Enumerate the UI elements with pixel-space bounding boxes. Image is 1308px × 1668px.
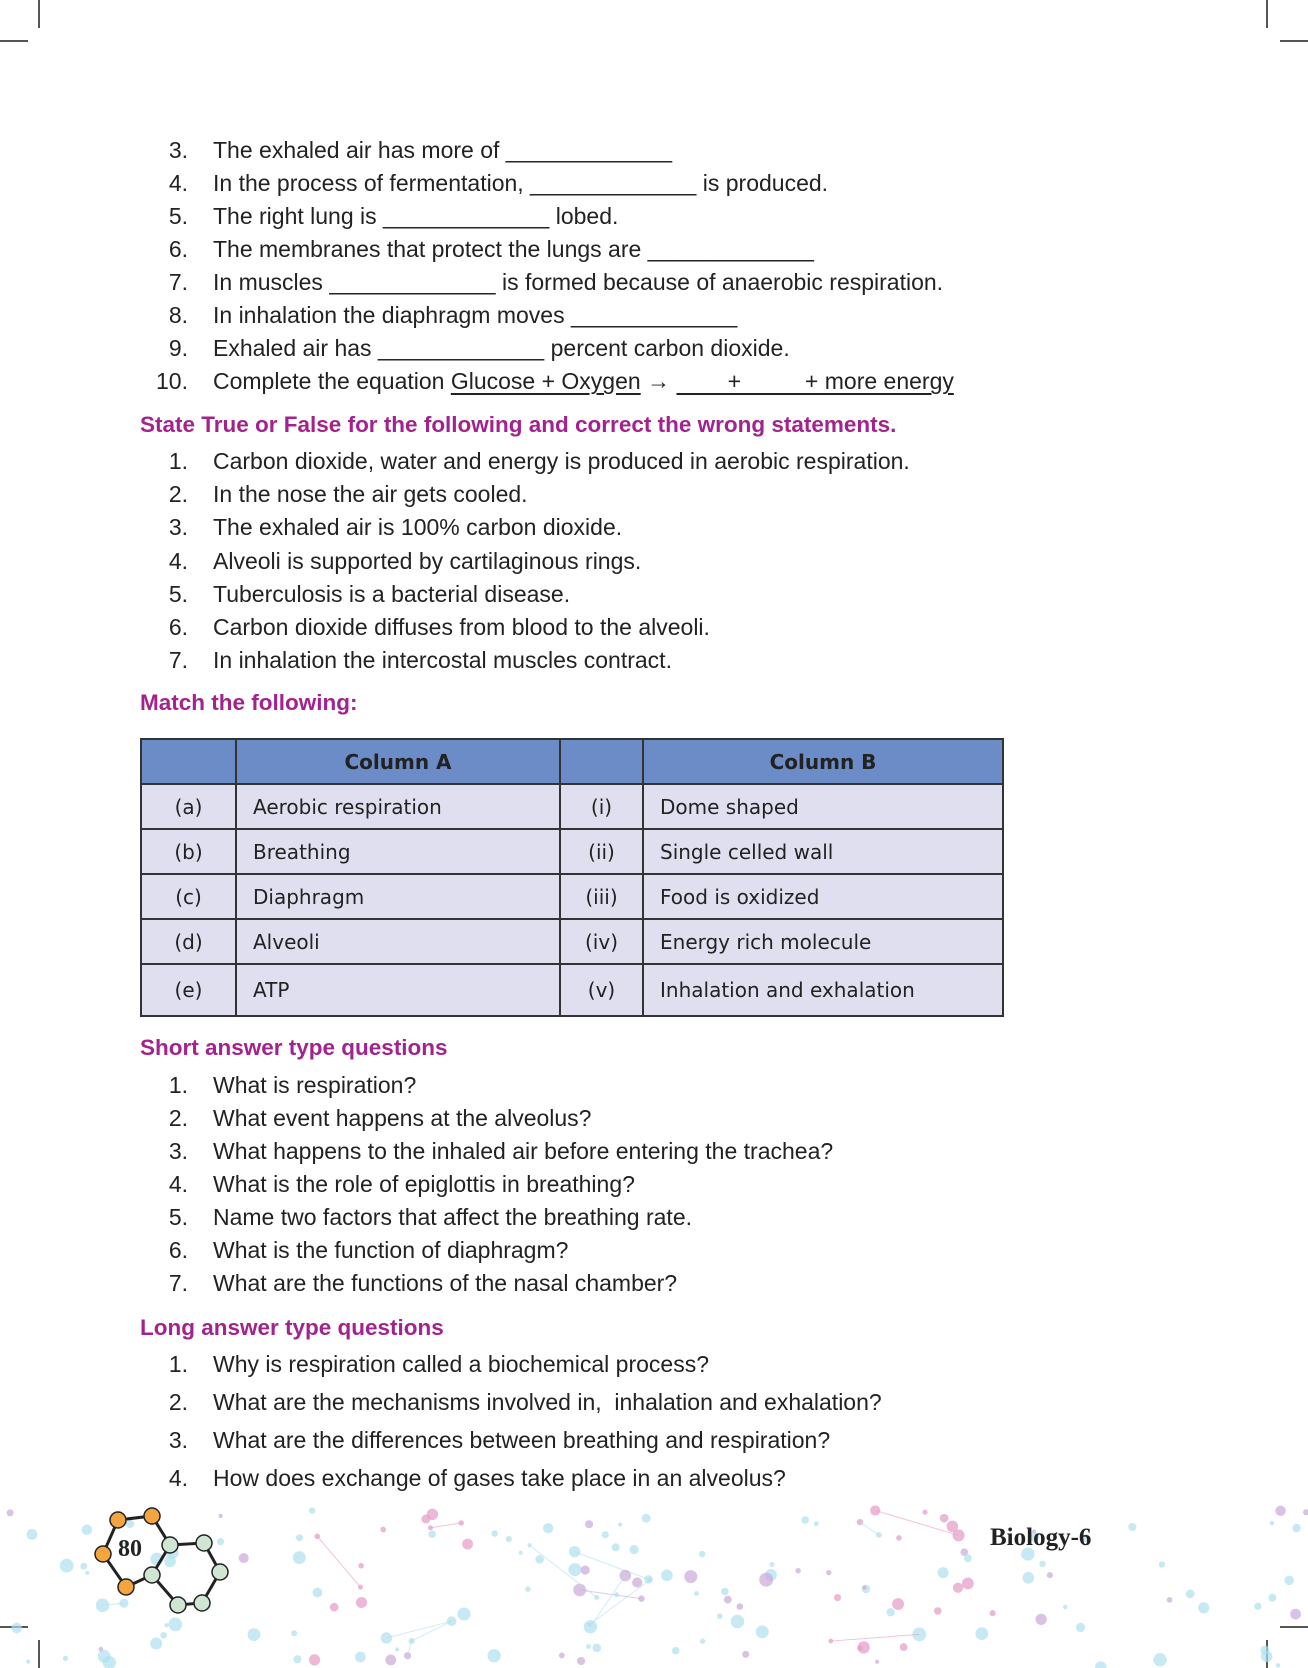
molecule-atom <box>592 1643 601 1652</box>
molecule-atom <box>1275 1506 1285 1516</box>
list-item <box>150 1102 833 1135</box>
molecule-atom <box>586 1644 591 1649</box>
list-item <box>150 478 910 511</box>
molecule-atom <box>900 1643 908 1651</box>
molecule-atom <box>7 1509 14 1516</box>
molecule-atom <box>632 1577 642 1587</box>
item-number: 2. <box>168 1105 188 1131</box>
cell-b-key: (iii) <box>560 874 643 919</box>
list-item <box>150 1069 833 1102</box>
molecule-atom <box>462 1539 473 1550</box>
molecule-atom <box>672 1647 680 1655</box>
molecule-atom <box>700 1639 705 1644</box>
molecule-atom <box>828 1639 833 1644</box>
molecule-atom <box>26 1529 37 1540</box>
molecule-atom <box>309 1654 320 1665</box>
molecule-atom <box>1276 1663 1281 1668</box>
list-item <box>150 1383 882 1421</box>
molecule-atom <box>11 1623 22 1634</box>
long-answer-heading: Long answer type questions <box>140 1315 444 1340</box>
item-number: 10. <box>156 368 188 394</box>
molecule-atom <box>355 1652 366 1663</box>
item-number: 6. <box>168 614 188 641</box>
column-a-header: Column A <box>236 739 560 784</box>
list-item <box>150 233 954 266</box>
molecule-atom <box>648 1578 652 1582</box>
molecule-atom <box>358 1563 364 1569</box>
item-number: 5. <box>168 1204 188 1230</box>
molecule-atom <box>160 1632 167 1639</box>
item-text: What is respiration? <box>213 1072 417 1098</box>
crop-mark <box>0 40 28 42</box>
list-item <box>150 578 910 611</box>
cell-b: Energy rich molecule <box>643 919 1003 964</box>
molecule-atom <box>99 1647 104 1652</box>
molecule-atom <box>661 1570 673 1582</box>
molecule-atom <box>385 1655 396 1666</box>
item-number: 2. <box>168 481 188 508</box>
molecule-atom <box>527 1543 531 1547</box>
list-item <box>150 445 910 478</box>
item-text: How does exchange of gases take place in an alveolus? <box>213 1464 786 1491</box>
crop-mark <box>38 0 40 28</box>
molecule-atom <box>630 1545 639 1554</box>
molecule-atom <box>857 1519 863 1525</box>
molecule-atom <box>1186 1590 1195 1599</box>
molecule-atom <box>293 1551 306 1564</box>
item-text: What are the functions of the nasal chamber? <box>213 1270 678 1296</box>
list-item <box>150 611 910 644</box>
molecule-atom <box>721 1588 729 1596</box>
list-item <box>150 545 910 578</box>
item-number: 6. <box>168 236 188 262</box>
molecule-atom <box>1198 1602 1209 1613</box>
molecule-atom <box>381 1632 392 1643</box>
item-number: 7. <box>168 1270 188 1296</box>
molecule-atom <box>990 1610 996 1616</box>
cell-a-key: (d) <box>141 919 236 964</box>
item-text: What is the role of epiglottis in breathing? <box>213 1171 635 1197</box>
item-text: Alveoli is supported by cartilaginous rings. <box>213 547 642 574</box>
molecule-atom <box>395 1647 399 1651</box>
molecule-atom <box>875 1660 879 1664</box>
molecule-atom <box>1167 1597 1173 1603</box>
molecule-atom <box>428 1525 433 1530</box>
item-number: 3. <box>168 137 188 163</box>
fill-in-blanks-list <box>150 134 954 398</box>
molecule-atom <box>795 1568 800 1573</box>
hexagon-molecule-icon <box>90 1505 240 1625</box>
cell-a-key: (e) <box>141 964 236 1016</box>
molecule-atom <box>309 1507 315 1513</box>
crop-mark <box>1266 0 1268 28</box>
cell-a: Alveoli <box>236 919 560 964</box>
molecule-atom <box>358 1585 363 1590</box>
item-text: What are the mechanisms involved in, inhalation and exhalation? <box>213 1388 882 1415</box>
molecule-atom <box>506 1536 512 1542</box>
molecule-atom <box>568 1563 581 1576</box>
molecule-atom <box>519 1551 523 1555</box>
molecule-atom <box>862 1586 866 1590</box>
molecule-atom <box>26 1659 30 1663</box>
item-number: 4. <box>168 547 188 574</box>
molecule-atom <box>239 1553 249 1563</box>
molecule-atom <box>940 1514 949 1523</box>
item-number: 3. <box>168 1138 188 1164</box>
molecule-atom <box>1268 1594 1276 1602</box>
molecule-atom <box>313 1588 323 1598</box>
molecule-atom <box>585 1520 593 1528</box>
molecule-atom <box>543 1523 553 1533</box>
molecule-atom <box>573 1584 586 1597</box>
list-item <box>150 167 954 200</box>
item-text: Name two factors that affect the breathing rate. <box>213 1204 693 1230</box>
table-row <box>141 919 1003 964</box>
header-blank <box>141 739 236 784</box>
list-item <box>150 1267 833 1300</box>
header-blank <box>560 739 643 784</box>
molecule-atom <box>296 1534 303 1541</box>
item-number: 7. <box>168 269 188 295</box>
true-false-list <box>150 445 910 677</box>
molecule-atom <box>569 1546 580 1557</box>
molecule-atom <box>876 1532 882 1538</box>
list-item <box>150 1135 833 1168</box>
molecule-atom <box>759 1573 773 1587</box>
item-number: 4. <box>168 170 188 196</box>
item-number: 4. <box>168 1464 188 1491</box>
item-number: 2. <box>168 1388 188 1415</box>
item-text: Carbon dioxide diffuses from blood to the alveoli. <box>213 614 710 641</box>
molecule-atom <box>886 1608 894 1616</box>
molecule-atom <box>1153 1653 1166 1666</box>
molecule-atom <box>1254 1603 1261 1610</box>
item-text: In the nose the air gets cooled. <box>213 481 528 508</box>
table-row <box>141 964 1003 1016</box>
cell-b: Single celled wall <box>643 829 1003 874</box>
molecule-atom <box>892 1598 904 1610</box>
match-heading: Match the following: <box>140 690 358 715</box>
molecule-bond <box>831 1634 919 1641</box>
molecule-bond <box>317 1536 360 1587</box>
list-item <box>150 1345 882 1383</box>
item-text: The exhaled air is 100% carbon dioxide. <box>213 514 623 541</box>
equation-prefix: Complete the equation <box>213 368 451 394</box>
molecule-atom <box>724 1596 732 1604</box>
cell-a: Breathing <box>236 829 560 874</box>
molecule-atom <box>756 1625 769 1638</box>
item-number: 9. <box>168 335 188 361</box>
item-number: 3. <box>168 514 188 541</box>
item-text: In inhalation the diaphragm moves _____________ <box>213 302 738 328</box>
item-number: 5. <box>168 580 188 607</box>
molecule-atom <box>1284 1576 1293 1585</box>
table-row <box>141 784 1003 829</box>
molecule-atom <box>1039 1561 1045 1567</box>
long-answer-list <box>150 1345 882 1497</box>
molecule-bond <box>590 1576 625 1627</box>
molecule-atom <box>1035 1614 1046 1625</box>
molecule-atom <box>1270 1521 1275 1526</box>
crop-mark <box>1280 40 1308 42</box>
molecule-atom <box>612 1543 620 1551</box>
molecule-atom <box>457 1607 470 1620</box>
cell-b: Dome shaped <box>643 784 1003 829</box>
molecule-atom <box>699 1551 705 1557</box>
molecule-atom <box>731 1615 744 1628</box>
molecule-atom <box>614 1592 619 1597</box>
item-number: 5. <box>168 203 188 229</box>
molecule-bond <box>589 1580 650 1625</box>
molecule-atom <box>330 1603 339 1612</box>
molecule-atom <box>356 1597 367 1608</box>
molecule-atom <box>1047 1572 1053 1578</box>
item-text: What are the differences between breathing and respiration? <box>213 1426 831 1453</box>
molecule-atom <box>1063 1605 1068 1610</box>
item-text: The right lung is _____________ lobed. <box>213 203 619 229</box>
item-number: 1. <box>168 1350 188 1377</box>
cell-a: ATP <box>236 964 560 1016</box>
molecule-atom <box>85 1571 89 1575</box>
molecule-atom <box>896 1535 902 1541</box>
cell-a: Diaphragm <box>236 874 560 919</box>
molecule-atom <box>60 1559 74 1573</box>
molecule-atom <box>953 1583 963 1593</box>
molecule-atom <box>525 1586 530 1591</box>
item-text: Tuberculosis is a bacterial disease. <box>213 580 571 607</box>
short-answer-list <box>150 1069 833 1300</box>
molecule-bond <box>412 1621 452 1641</box>
molecule-atom <box>1095 1661 1107 1668</box>
molecule-atom <box>428 1531 436 1539</box>
list-item <box>150 332 954 365</box>
molecule-atom <box>577 1657 585 1665</box>
molecule-atom <box>642 1514 651 1523</box>
book-title: Biology-6 <box>990 1524 1092 1551</box>
item-text: Why is respiration called a biochemical process? <box>213 1350 709 1377</box>
list-item <box>150 1421 882 1459</box>
molecule-atom <box>938 1567 949 1578</box>
molecule-bond <box>386 1621 451 1638</box>
list-item <box>150 1201 833 1234</box>
molecule-atom <box>737 1603 744 1610</box>
molecule-atom <box>962 1578 974 1590</box>
cell-a-key: (a) <box>141 784 236 829</box>
molecule-atom <box>404 1652 411 1659</box>
molecule-atom <box>1128 1523 1136 1531</box>
list-item <box>150 644 910 677</box>
molecule-atom <box>1022 1572 1034 1584</box>
cell-b-key: (ii) <box>560 829 643 874</box>
item-text: The exhaled air has more of _____________ <box>213 137 673 163</box>
list-item <box>150 511 910 544</box>
item-text: Carbon dioxide, water and energy is produced in aerobic respiration. <box>213 448 910 475</box>
list-item <box>150 134 954 167</box>
molecule-atom <box>814 1521 819 1526</box>
item-number: 4. <box>168 1171 188 1197</box>
item-text: Exhaled air has _____________ percent carbon dioxide. <box>213 335 790 361</box>
molecule-atom <box>1292 1524 1300 1532</box>
item-text: What happens to the inhaled air before entering the trachea? <box>213 1138 834 1164</box>
molecule-atom <box>694 1591 699 1596</box>
molecule-atom <box>293 1655 301 1663</box>
molecule-bond <box>875 1510 958 1535</box>
molecule-atom <box>535 1555 544 1564</box>
list-item <box>150 266 954 299</box>
cell-a-key: (b) <box>141 829 236 874</box>
molecule-atom <box>834 1594 841 1601</box>
molecule-atom <box>801 1516 809 1524</box>
molecule-atom <box>248 1628 261 1641</box>
molecule-atom <box>63 1656 68 1661</box>
column-b-header: Column B <box>643 739 1003 784</box>
item-number: 1. <box>168 1072 188 1098</box>
cell-b: Food is oxidized <box>643 874 1003 919</box>
molecule-atom <box>717 1613 723 1619</box>
molecule-atom <box>964 1554 972 1562</box>
molecule-atom <box>80 1563 87 1570</box>
molecule-atom <box>602 1531 609 1538</box>
table-row <box>141 874 1003 919</box>
item-number: 1. <box>168 448 188 475</box>
molecule-bond <box>430 1523 461 1528</box>
cell-b-key: (iv) <box>560 919 643 964</box>
molecule-atom <box>488 1649 501 1662</box>
item-text: In inhalation the intercostal muscles contract. <box>213 647 672 674</box>
equation-arrow: → <box>640 368 677 394</box>
item-number: 3. <box>168 1426 188 1453</box>
molecule-atom <box>584 1620 597 1633</box>
molecule-atom <box>770 1562 775 1567</box>
list-item <box>150 1168 833 1201</box>
page-number: 80 <box>118 1536 142 1562</box>
molecule-atom <box>975 1627 988 1640</box>
molecule-atom <box>870 1505 880 1515</box>
molecule-atom <box>1159 1561 1165 1567</box>
molecule-atom <box>1076 1623 1085 1632</box>
list-item <box>150 1234 833 1267</box>
molecule-atom <box>742 1651 749 1658</box>
molecule-atom <box>291 1630 297 1636</box>
cell-b: Inhalation and exhalation <box>643 964 1003 1016</box>
list-item <box>150 365 954 398</box>
cell-b-key: (v) <box>560 964 643 1016</box>
item-number: 8. <box>168 302 188 328</box>
molecule-atom <box>857 1645 862 1650</box>
item-text: In muscles _____________ is formed because of anaerobic respiration. <box>213 269 944 295</box>
molecule-atom <box>1260 1645 1269 1654</box>
item-number: 7. <box>168 647 188 674</box>
molecule-atom <box>1290 1609 1301 1620</box>
molecule-atom <box>380 1527 386 1533</box>
molecule-atom <box>559 1653 565 1659</box>
molecule-atom <box>826 1570 831 1575</box>
molecule-atom <box>922 1510 927 1515</box>
cell-a-key: (c) <box>141 874 236 919</box>
table-row <box>141 829 1003 874</box>
molecule-atom <box>1303 1509 1308 1515</box>
molecule-atom <box>421 1514 430 1523</box>
match-table <box>140 738 1004 1017</box>
molecule-atom <box>581 1565 590 1574</box>
molecule-atom <box>491 1530 498 1537</box>
molecule-atom <box>934 1607 942 1615</box>
list-item <box>150 299 954 332</box>
cell-a: Aerobic respiration <box>236 784 560 829</box>
molecule-atom <box>684 1570 697 1583</box>
short-answer-heading: Short answer type questions <box>140 1035 448 1060</box>
list-item <box>150 1459 882 1497</box>
item-text: In the process of fermentation, _____________ is produced. <box>213 170 829 196</box>
molecule-bond <box>860 1522 879 1535</box>
equation-products-blank: + + more energy <box>676 368 954 394</box>
equation-reactants: Glucose + Oxygen <box>450 368 641 394</box>
molecule-atom <box>150 1638 162 1650</box>
list-item <box>150 200 954 233</box>
item-number: 6. <box>168 1237 188 1263</box>
item-text: The membranes that protect the lungs are _____________ <box>213 236 814 262</box>
true-false-heading: State True or False for the following and correct the wrong statements. <box>140 412 897 437</box>
item-text: What event happens at the alveolus? <box>213 1105 592 1131</box>
cell-b-key: (i) <box>560 784 643 829</box>
molecule-atom <box>618 1522 622 1526</box>
item-text: What is the function of diaphragm? <box>213 1237 569 1263</box>
